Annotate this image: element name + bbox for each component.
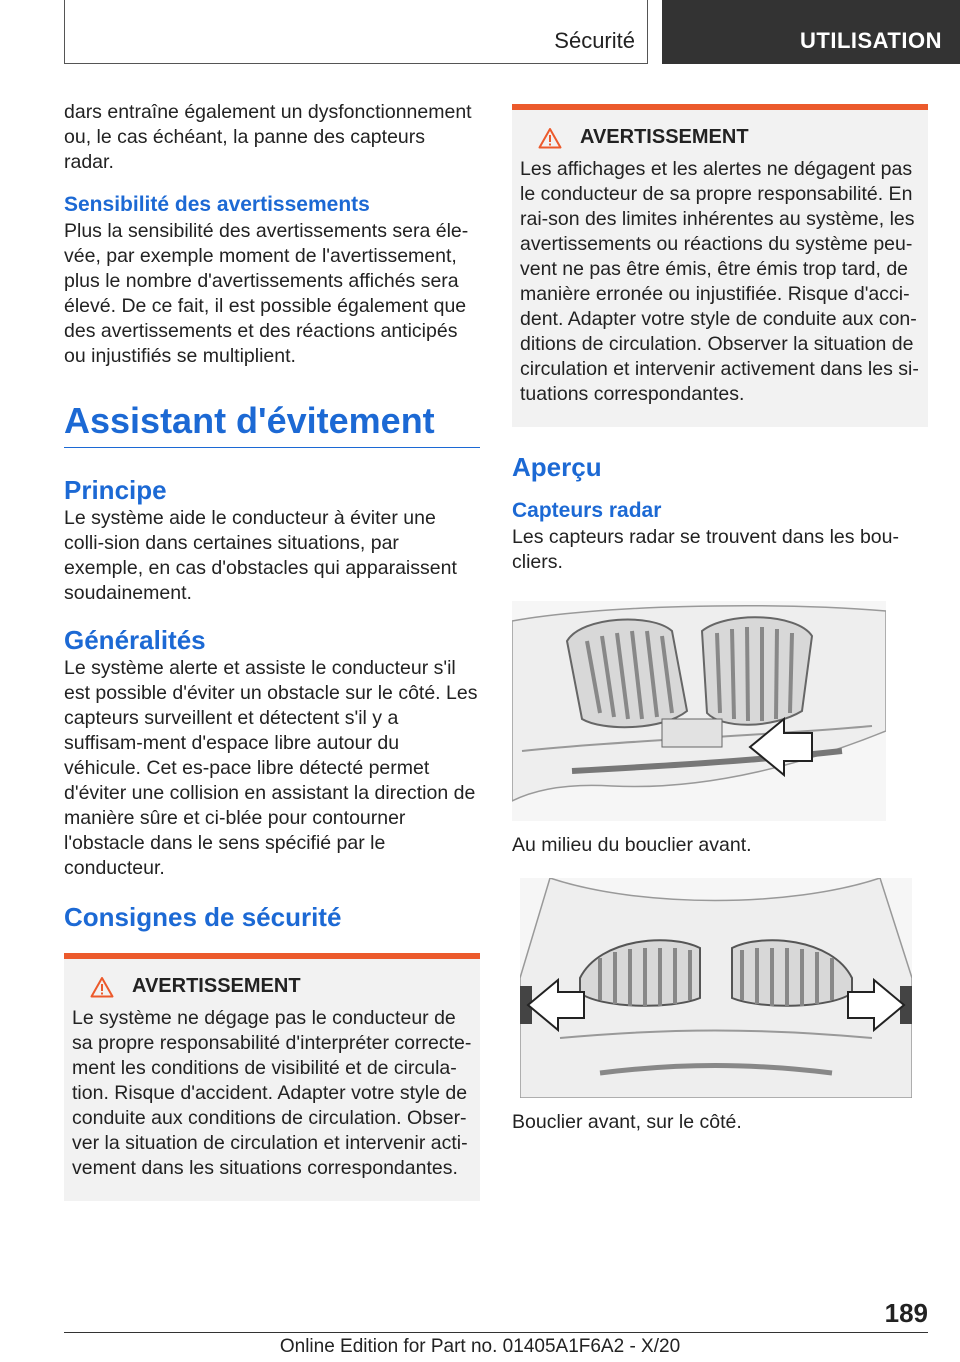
- principe-paragraph: Le système aide le conducteur à éviter une colli-sion dans certaines situations, par exemple, en cas d'obstacles qui apparaissent soudainement.: [64, 507, 457, 604]
- car-front-center-illustration: [512, 601, 886, 821]
- left-column: [64, 100, 480, 1201]
- sensitivity-heading: Sensibilité des avertissements: [64, 193, 370, 216]
- header-chapter-title: UTILISATION: [800, 28, 942, 53]
- warning-title: AVERTISSEMENT: [132, 975, 301, 997]
- consignes-heading: Consignes de sécurité: [64, 902, 342, 932]
- apercu-heading: Aperçu: [512, 452, 602, 482]
- warning-header: [538, 126, 920, 149]
- chapter-title: Assistant d'évitement: [64, 400, 435, 441]
- warning-text: Le système ne dégage pas le conducteur de sa propre responsabilité d'interpréter correcte-ment les conditions de visibilité et de circula-tion. Risque d'accident. Adapter votre style de conduite aux conditions de circulation. Obser-ver la situation de circulation et intervenir acti-vement dans les situations correspondantes.: [72, 1007, 472, 1179]
- car-front-side-illustration: [520, 878, 912, 1098]
- chapter-title-block: [64, 399, 480, 448]
- capteurs-heading: Capteurs radar: [512, 499, 662, 522]
- generalites-heading: Généralités: [64, 625, 206, 655]
- warning-box-right: [512, 104, 928, 427]
- warning-triangle-icon: [90, 976, 114, 998]
- header-section-title: Sécurité: [554, 28, 635, 53]
- warning-box-left: [64, 953, 480, 1201]
- header-section-tab: [64, 0, 648, 64]
- front-bumper-side-figure: [520, 878, 912, 1098]
- warning-text: Les affichages et les alertes ne dégagent pas le conducteur de sa propre responsabilité. En rai-son des limites inhérentes au système, les avertissements ou réactions du système peu-vent ne pas être émis, être émis trop tard, de manière erronée ou injustifiée. Risque d'acci-dent. Adapter votre style de conduite aux con-ditions de circulation. Observer la situation de circulation et intervenir activement dans les si-tuations correspondantes.: [520, 158, 919, 405]
- header-chapter-tab: [662, 0, 960, 64]
- footer-edition-text: Online Edition for Part no. 01405A1F6A2 - X/20: [279, 1336, 681, 1357]
- warning-header: [90, 975, 472, 998]
- footer-divider: [64, 1332, 928, 1333]
- front-bumper-center-figure: [512, 601, 886, 821]
- figure-caption-1: Au milieu du bouclier avant.: [512, 834, 752, 856]
- generalites-paragraph: Le système alerte et assiste le conducteur s'il est possible d'éviter un obstacle sur le côté. Les capteurs surveillent et détectent s'il y a suffisam-ment d'espace libre autour du véhicule. Cet es-pace libre détecté permet d'éviter une collision en assistant la direction de manière sûre et ci-blée pour contourner l'obstacle dans le sens spécifié par le conducteur.: [64, 657, 478, 879]
- right-column: [512, 104, 928, 1135]
- capteurs-paragraph: Les capteurs radar se trouvent dans les bou-cliers.: [512, 526, 899, 573]
- sensitivity-paragraph: Plus la sensibilité des avertissements sera éle-vée, par exemple moment de l'avertissement, plus le nombre d'avertissements affichés sera élevé. De ce fait, il est possible également que des avertissements et des réactions anticipés ou injustifiés se multiplient.: [64, 220, 469, 367]
- principe-heading: Principe: [64, 475, 167, 505]
- page-number: 189: [884, 1298, 928, 1328]
- warning-triangle-icon: [538, 127, 562, 149]
- warning-title: AVERTISSEMENT: [580, 126, 749, 148]
- figure-caption-2: Bouclier avant, sur le côté.: [512, 1111, 742, 1133]
- intro-paragraph: dars entraîne également un dysfonctionnement ou, le cas échéant, la panne des capteurs radar.: [64, 101, 472, 173]
